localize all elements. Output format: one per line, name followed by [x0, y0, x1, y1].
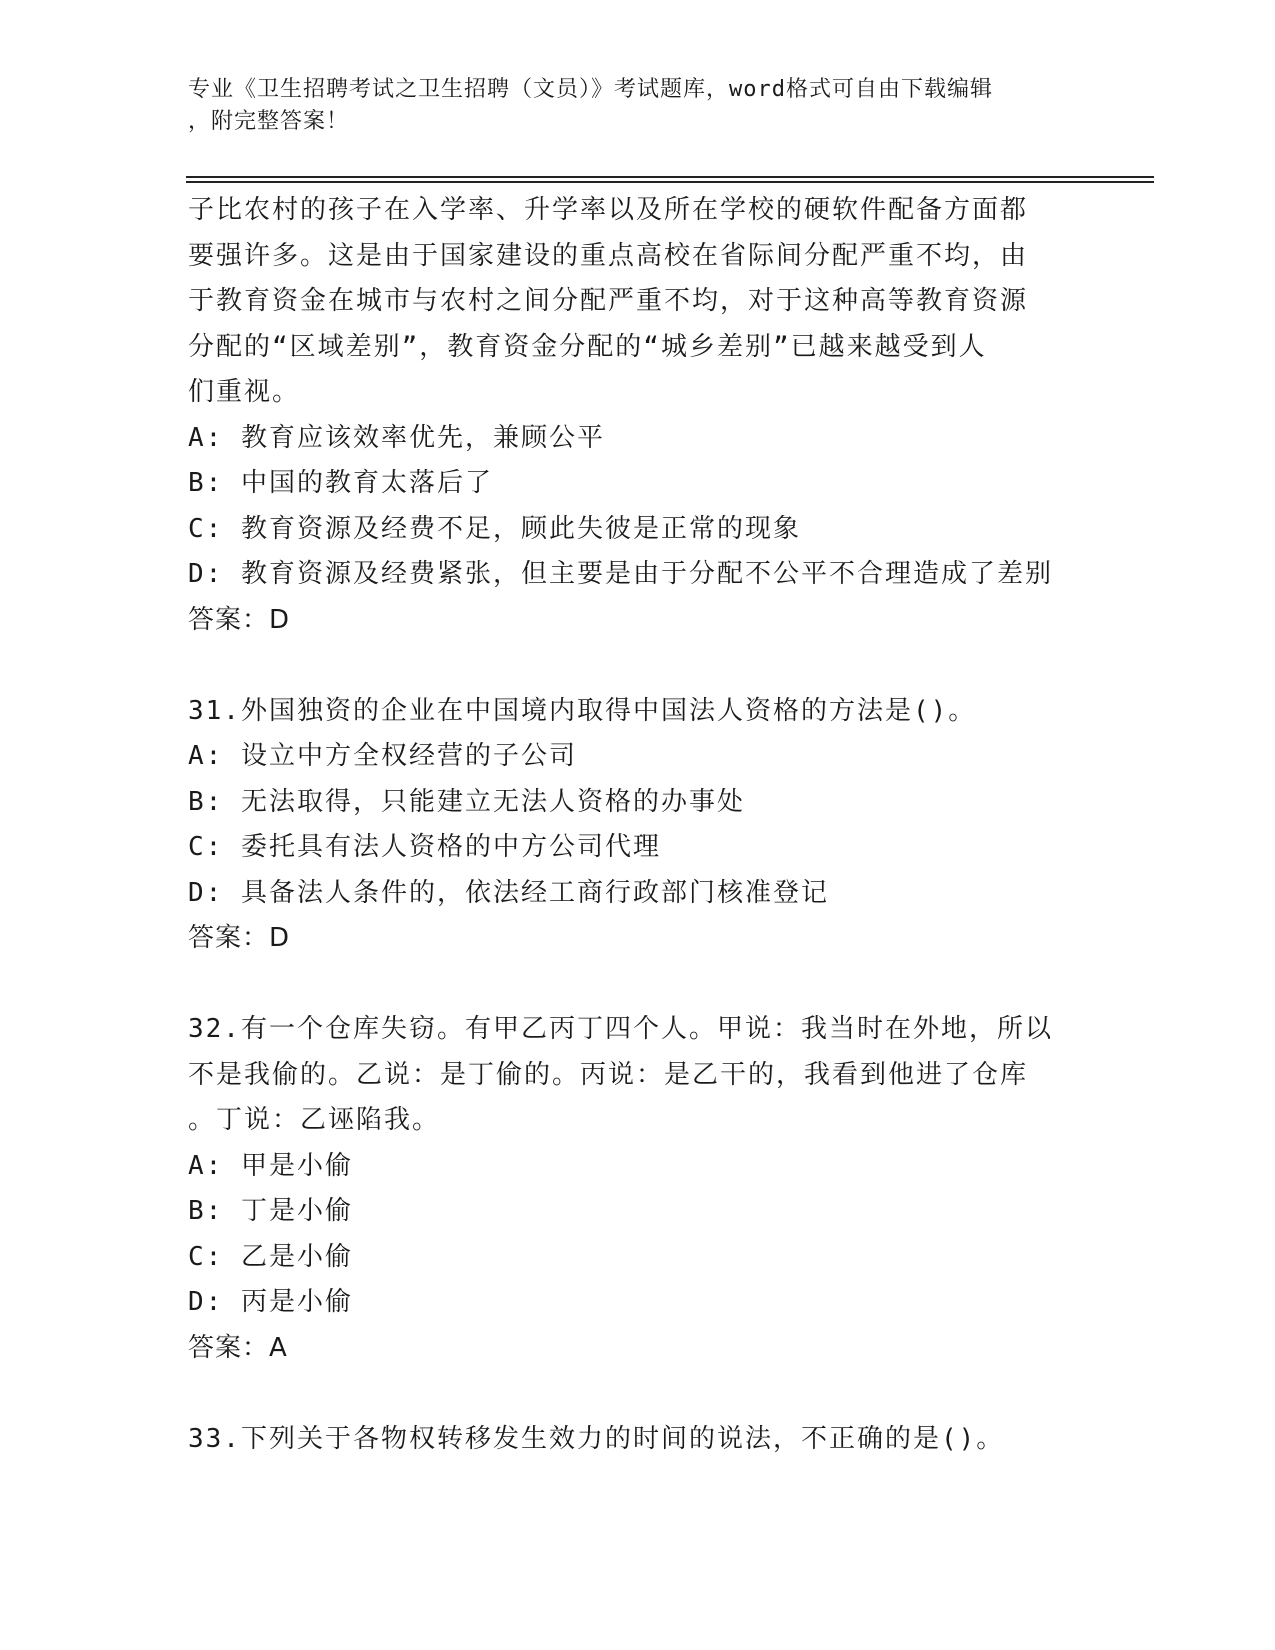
option-a: A: 甲是小偷 — [188, 1150, 353, 1181]
option-c: C: 委托具有法人资格的中方公司代理 — [188, 832, 661, 862]
option-d: D: 教育资源及经费紧张，但主要是由于分配不公平不合理造成了差别 — [188, 559, 1053, 589]
question-text-line: 不是我偷的。乙说：是丁偷的。丙说：是乙干的，我看到他进了仓库 — [188, 1059, 1029, 1090]
question-continuation — [188, 188, 1088, 643]
header-line-2: ，附完整答案！ — [188, 109, 350, 134]
option-a: A: 教育应该效率优先，兼顾公平 — [188, 422, 605, 453]
answer-line: 答案：A — [188, 1332, 288, 1363]
option-b: B: 中国的教育太落后了 — [188, 468, 493, 498]
option-c: C: 乙是小偷 — [188, 1241, 353, 1272]
answer-line: 答案：D — [188, 923, 291, 953]
question-text-line: 。丁说：乙诬陷我。 — [188, 1105, 441, 1135]
option-b: B: 无法取得，只能建立无法人资格的办事处 — [188, 786, 745, 817]
spacer — [188, 643, 1088, 689]
question-text-line: 分配的“区域差别”，教育资金分配的“城乡差别”已越来越受到人 — [188, 331, 987, 362]
spacer — [188, 962, 1088, 1008]
question-text-line: 要强许多。这是由于国家建设的重点高校在省际间分配严重不均，由 — [188, 240, 1029, 271]
answer-line: 答案：D — [188, 604, 291, 635]
question-text-line: 32.有一个仓库失窃。有甲乙丙丁四个人。甲说：我当时在外地，所以 — [188, 1014, 1053, 1044]
document-header — [188, 74, 1068, 138]
option-a: A: 设立中方全权经营的子公司 — [188, 741, 577, 771]
question-33 — [188, 1417, 1088, 1463]
option-d: D: 具备法人条件的，依法经工商行政部门核准登记 — [188, 877, 829, 908]
question-31 — [188, 689, 1088, 962]
header-line-1: 专业《卫生招聘考试之卫生招聘（文员）》考试题库，word格式可自由下载编辑 — [188, 77, 993, 102]
option-d: D: 丙是小偷 — [188, 1287, 353, 1317]
question-text-line: 33.下列关于各物权转移发生效力的时间的说法，不正确的是()。 — [188, 1423, 1005, 1454]
option-b: B: 丁是小偷 — [188, 1196, 353, 1226]
question-text-line: 子比农村的孩子在入学率、升学率以及所在学校的硬软件配备方面都 — [188, 195, 1029, 225]
option-c: C: 教育资源及经费不足，顾此失彼是正常的现象 — [188, 513, 801, 544]
spacer — [188, 1371, 1088, 1417]
header-double-rule-top — [186, 176, 1154, 178]
question-text-line: 们重视。 — [188, 377, 301, 407]
header-double-rule-bottom — [186, 181, 1154, 183]
document-body — [188, 188, 1088, 1462]
question-text-line: 31.外国独资的企业在中国境内取得中国法人资格的方法是()。 — [188, 695, 977, 726]
question-text-line: 于教育资金在城市与农村之间分配严重不均，对于这种高等教育资源 — [188, 286, 1029, 316]
question-32 — [188, 1007, 1088, 1371]
